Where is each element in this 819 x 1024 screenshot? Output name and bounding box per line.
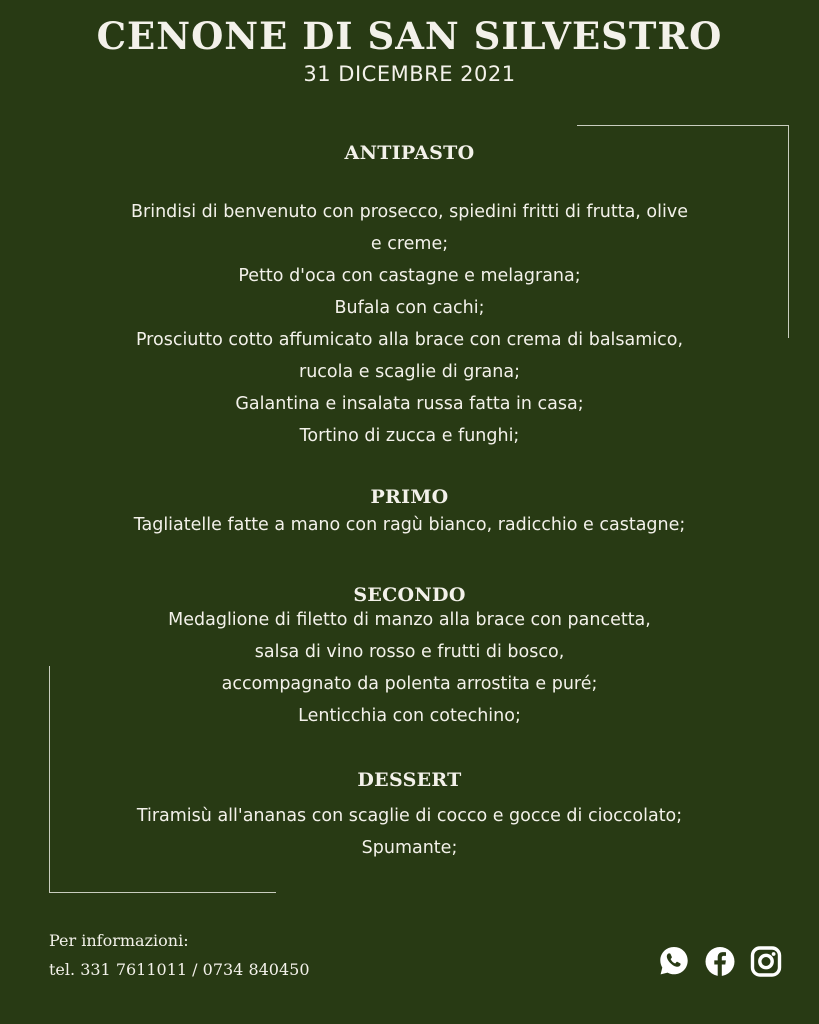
menu-section-secondo <box>0 583 819 732</box>
dish-list <box>0 196 819 452</box>
menu-section-dessert <box>0 768 819 864</box>
dish-line: rucola e scaglie di grana; <box>299 362 520 382</box>
whatsapp-icon[interactable] <box>657 943 691 981</box>
dish-list <box>0 604 819 732</box>
section-heading: PRIMO <box>370 486 449 508</box>
dish-line: Petto d'oca con castagne e melagrana; <box>238 266 581 286</box>
dish-list <box>0 800 819 864</box>
social-links <box>657 943 783 981</box>
dish-line: Brindisi di benvenuto con prosecco, spiedini fritti di frutta, olive <box>131 202 688 222</box>
section-heading: DESSERT <box>357 769 462 791</box>
instagram-icon[interactable] <box>749 943 783 981</box>
dish-line: e creme; <box>370 234 449 254</box>
dish-line: Lenticchia con cotechino; <box>298 706 521 726</box>
event-date: 31 DICEMBRE 2021 <box>303 62 516 86</box>
dish-line: Bufala con cachi; <box>334 298 485 318</box>
dish-line: Tortino di zucca e funghi; <box>299 426 520 446</box>
dish-line: Prosciutto cotto affumicato alla brace con crema di balsamico, <box>135 330 684 350</box>
menu-section-primo <box>0 485 819 541</box>
dish-list <box>0 509 819 541</box>
facebook-icon[interactable] <box>703 943 737 981</box>
section-heading: SECONDO <box>353 584 466 606</box>
dish-line: Spumante; <box>361 838 458 858</box>
dish-line: Galantina e insalata russa fatta in casa; <box>235 394 584 414</box>
phone-numbers[interactable]: tel. 331 7611011 / 0734 840450 <box>49 960 310 979</box>
contact-info <box>49 926 310 984</box>
page-title: CENONE DI SAN SILVESTRO <box>96 14 723 58</box>
dish-line: salsa di vino rosso e frutti di bosco, <box>254 642 565 662</box>
section-heading: ANTIPASTO <box>344 142 475 164</box>
menu-section-antipasto <box>0 141 819 452</box>
dish-line: Tagliatelle fatte a mano con ragù bianco, radicchio e castagne; <box>133 515 686 535</box>
info-label: Per informazioni: <box>49 931 189 950</box>
dish-line: Medaglione di filetto di manzo alla brace con pancetta, <box>168 610 651 630</box>
dish-line: Tiramisù all'ananas con scaglie di cocco e gocce di cioccolato; <box>136 806 683 826</box>
dish-line: accompagnato da polenta arrostita e puré; <box>221 674 598 694</box>
